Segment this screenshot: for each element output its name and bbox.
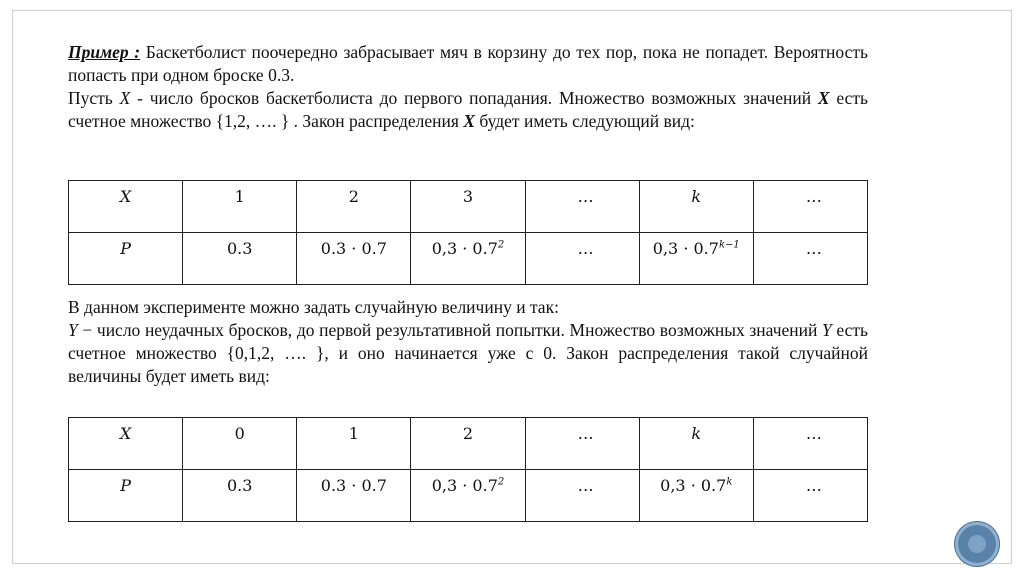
- variable-x-bold: X: [817, 88, 830, 108]
- table-cell: P: [69, 233, 183, 285]
- text-segment: есть счетное множество {0,1,2, …. }, и оно начинается уже с 0. Закон распределения такой случайной величины будет иметь вид:: [68, 320, 868, 386]
- variable-x: X: [119, 88, 131, 108]
- table-cell: 0.3: [183, 470, 297, 522]
- table-cell: X: [69, 181, 183, 233]
- alt-variable-definition: [68, 319, 868, 388]
- table-cell: [639, 470, 753, 522]
- text-segment: − число неудачных бросков, до первой результативной попытки. Множество возможных значений: [77, 320, 823, 340]
- text-segment: есть счетное множество {1,2, …. } . Закон распределения: [68, 88, 868, 131]
- table-cell: [411, 233, 525, 285]
- table-cell: 1: [297, 418, 411, 470]
- cell-base: 0,3 · 0.7: [652, 239, 719, 258]
- variable-x-bold: X: [463, 111, 475, 131]
- table-cell: [639, 233, 753, 285]
- exponent: k: [726, 476, 733, 488]
- table-cell: …: [525, 418, 639, 470]
- table-cell: X: [69, 418, 183, 470]
- table-cell: 2: [411, 418, 525, 470]
- intro-paragraph: [68, 41, 868, 133]
- table-cell: …: [525, 470, 639, 522]
- table-cell: [411, 470, 525, 522]
- table-cell: 0.3 · 0.7: [297, 470, 411, 522]
- cell-base: 0,3 · 0.7: [660, 476, 727, 495]
- example-label: Пример :: [68, 42, 141, 62]
- table-row-probabilities: [69, 233, 868, 285]
- second-paragraph: [68, 296, 868, 388]
- cell-base: 0,3 · 0.7: [431, 476, 498, 495]
- text-segment: - число бросков баскетболиста до первого попадания. Множество возможных значений: [130, 88, 818, 108]
- definition-text: [68, 87, 868, 133]
- exponent: k−1: [718, 239, 740, 251]
- example-text: [68, 41, 868, 87]
- exponent: 2: [497, 476, 505, 488]
- table-cell: 0.3 · 0.7: [297, 233, 411, 285]
- alt-variable-intro: В данном эксперименте можно задать случайную величину и так:: [68, 297, 559, 317]
- table-row-probabilities: [69, 470, 868, 522]
- table-cell: 0.3: [183, 233, 297, 285]
- table-cell: 2: [297, 181, 411, 233]
- table-cell: …: [525, 181, 639, 233]
- exponent: 2: [497, 239, 505, 251]
- table-cell: …: [753, 233, 867, 285]
- variable-y: Y: [822, 320, 832, 340]
- table-cell: …: [525, 233, 639, 285]
- table-cell: k: [639, 418, 753, 470]
- cell-base: 0,3 · 0.7: [431, 239, 498, 258]
- table-cell: …: [753, 418, 867, 470]
- text-segment: Пусть: [68, 88, 120, 108]
- table-row-values: [69, 418, 868, 470]
- text-segment: будет иметь следующий вид:: [475, 111, 695, 131]
- variable-y: Y: [68, 320, 78, 340]
- table-row-values: [69, 181, 868, 233]
- table-cell: …: [753, 470, 867, 522]
- table-cell: P: [69, 470, 183, 522]
- distribution-table-x: [68, 180, 868, 285]
- example-statement: Баскетболист поочередно забрасывает мяч в корзину до тех пор, пока не попадет. Вероятность попасть при одном броске 0.3.: [68, 42, 868, 85]
- table-cell: 3: [411, 181, 525, 233]
- logo-badge-icon: [958, 525, 996, 563]
- table-cell: …: [753, 181, 867, 233]
- distribution-table-y: [68, 417, 868, 522]
- table-cell: 1: [183, 181, 297, 233]
- table-cell: k: [639, 181, 753, 233]
- table-cell: 0: [183, 418, 297, 470]
